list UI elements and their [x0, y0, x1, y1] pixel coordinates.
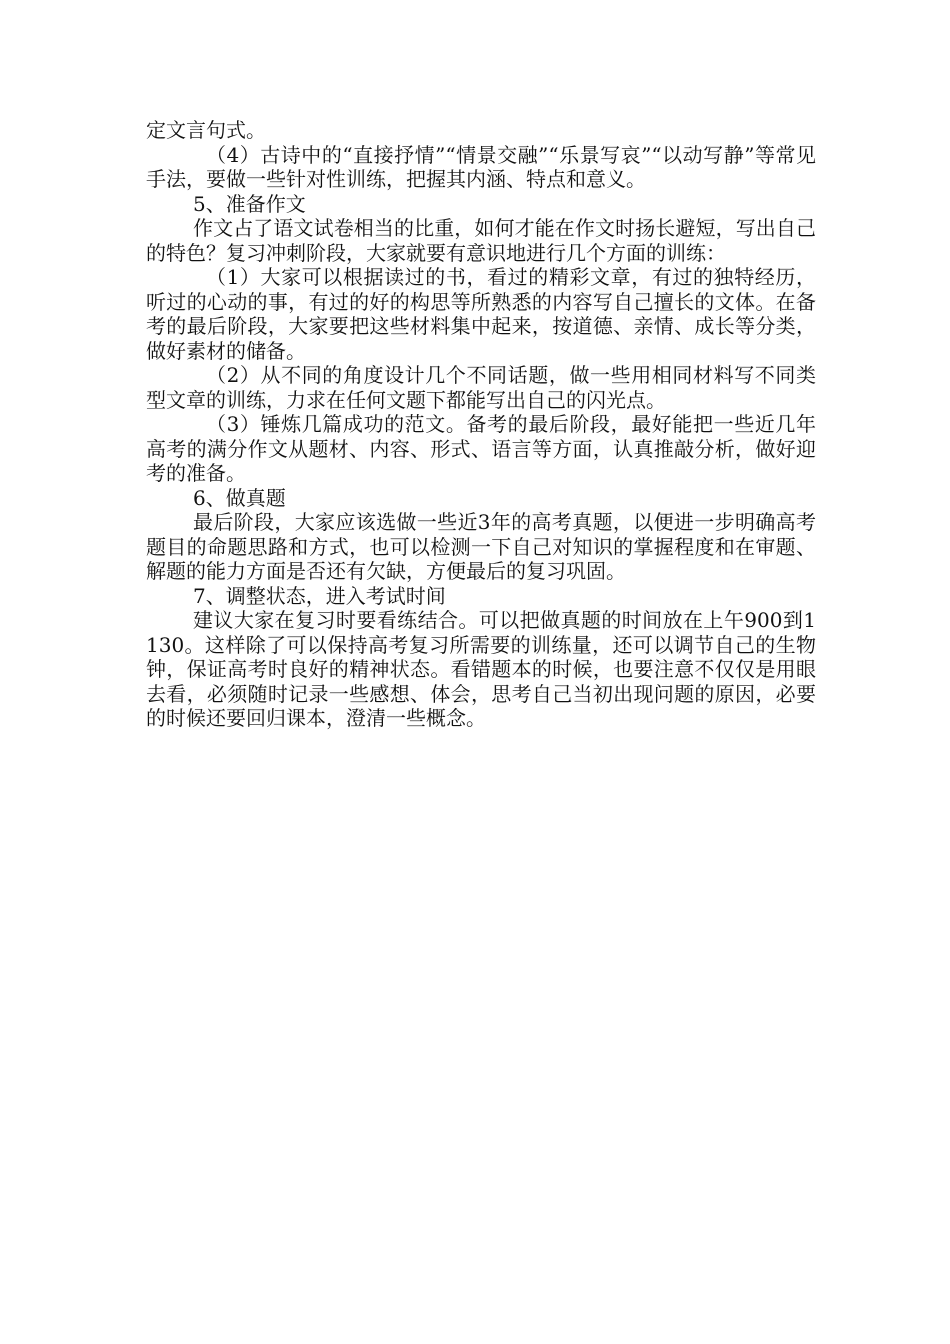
paragraph-essay-intro: 作文占了语文试卷相当的比重，如何才能在作文时扬长避短，写出自己的特色？复习冲刺阶段，大家就要有意识地进行几个方面的训练： — [146, 216, 816, 265]
section-heading-5: 5、准备作文 — [193, 191, 306, 216]
paragraph-adjust-state: 建议大家在复习时要看练结合。可以把做真题的时间放在上午900到1130。这样除了可以保持高考复习所需要的训练量，还可以调节自己的生物钟，保证高考时良好的精神状态。看错题本的时候，也要注意不仅仅是用眼去看，必须随时记录一些感想、体会，思考自己当初出现问题的原因，必要的时候还要回归课本，澄清一些概念。 — [146, 608, 816, 730]
list-item-1: （1）大家可以根据读过的书，看过的精彩文章，有过的独特经历，听过的心动的事，有过的好的构思等所熟悉的内容写自己擅长的文体。在备考的最后阶段，大家要把这些材料集中起来，按道德、亲情、成长等分类，做好素材的储备。 — [146, 265, 816, 363]
list-item-3: （3）锤炼几篇成功的范文。备考的最后阶段，最好能把一些近几年高考的满分作文从题材、内容、形式、语言等方面，认真推敲分析，做好迎考的准备。 — [146, 412, 816, 485]
paragraph-continuation: 定文言句式。 — [146, 118, 266, 142]
list-item-2: （2）从不同的角度设计几个不同话题，做一些用相同材料写不同类型文章的训练，力求在任何文题下都能写出自己的闪光点。 — [146, 363, 816, 412]
document-body — [146, 118, 816, 731]
paragraph-real-exams: 最后阶段，大家应该选做一些近3年的高考真题，以便进一步明确高考题目的命题思路和方式，也可以检测一下自己对知识的掌握程度和在审题、解题的能力方面是否还有欠缺，方便最后的复习巩固。 — [146, 510, 816, 583]
section-heading-7: 7、调整状态，进入考试时间 — [193, 583, 446, 608]
section-heading-6: 6、做真题 — [193, 485, 286, 510]
list-item-4: （4）古诗中的“直接抒情”“情景交融”“乐景写哀”“以动写静”等常见手法，要做一些针对性训练，把握其内涵、特点和意义。 — [146, 142, 816, 191]
